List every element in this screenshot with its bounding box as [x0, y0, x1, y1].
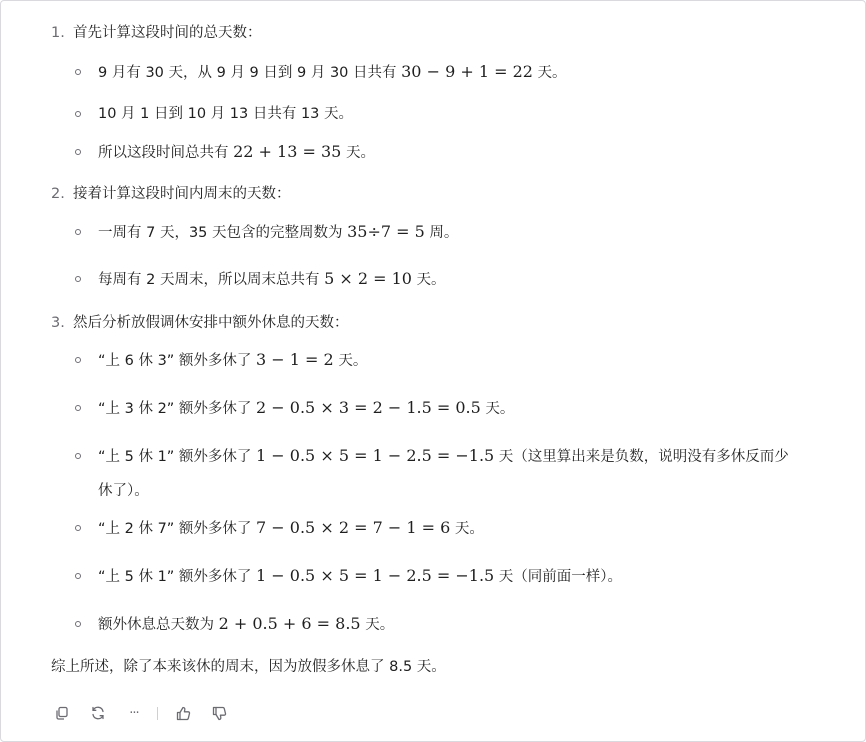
list-item: “上 5 休 1” 额外多休了 1 − 0.5 × 5 = 1 − 2.5 = −1.5 天（这里算出来是负数，说明没有多休反而少	[98, 446, 789, 465]
list-item: “上 5 休 1” 额外多休了 1 − 0.5 × 5 = 1 − 2.5 = −1.5 天（同前面一样）。	[98, 566, 623, 585]
math-formula: 30 − 9 + 1 = 22	[401, 62, 533, 81]
thumbs-down-icon[interactable]	[210, 704, 228, 722]
thumbs-up-icon[interactable]	[174, 704, 192, 722]
list-item-continuation: 休了）。	[98, 483, 149, 499]
copy-icon[interactable]	[53, 704, 71, 722]
list-item: 每周有 2 天周末，所以周末总共有 5 × 2 = 10 天。	[98, 269, 446, 288]
section-number: 1.	[51, 25, 65, 41]
bullet-icon	[75, 573, 81, 579]
section-title: 首先计算这段时间的总天数：	[73, 25, 262, 41]
list-item: 10 月 1 日到 10 月 13 日共有 13 天。	[98, 106, 354, 122]
list-item: “上 6 休 3” 额外多休了 3 − 1 = 2 天。	[98, 350, 368, 369]
list-item: 额外休息总天数为 2 + 0.5 + 6 = 8.5 天。	[98, 614, 395, 633]
math-formula: 5 × 2 = 10	[324, 269, 412, 288]
section-2-heading	[51, 184, 291, 204]
section-1-heading	[51, 23, 262, 43]
bullet-icon	[75, 69, 81, 75]
more-icon[interactable]: ···	[129, 705, 139, 721]
math-formula: 1 − 0.5 × 5 = 1 − 2.5 = −1.5	[256, 446, 495, 465]
bullet-icon	[75, 111, 81, 117]
section-number: 2.	[51, 186, 65, 202]
list-item: “上 2 休 7” 额外多休了 7 − 0.5 × 2 = 7 − 1 = 6 天。	[98, 518, 484, 537]
math-formula: 1 − 0.5 × 5 = 1 − 2.5 = −1.5	[256, 566, 495, 585]
section-3-heading	[51, 313, 349, 333]
bullet-icon	[75, 621, 81, 627]
section-number: 3.	[51, 315, 65, 331]
bullet-icon	[75, 276, 81, 282]
regenerate-icon[interactable]	[89, 704, 107, 722]
bullet-icon	[75, 405, 81, 411]
math-formula: 35÷7 = 5	[347, 222, 425, 241]
math-formula: 2 + 0.5 + 6 = 8.5	[218, 614, 361, 633]
bullet-icon	[75, 229, 81, 235]
bullet-icon	[75, 453, 81, 459]
list-item: 一周有 7 天，35 天包含的完整周数为 35÷7 = 5 周。	[98, 222, 459, 241]
math-formula: 7 − 0.5 × 2 = 7 − 1 = 6	[256, 518, 451, 537]
math-formula: 22 + 13 = 35	[233, 142, 342, 161]
bullet-icon	[75, 525, 81, 531]
conclusion-text: 综上所述，除了本来该休的周末，因为放假多休息了 8.5 天。	[51, 659, 446, 675]
bullet-icon	[75, 149, 81, 155]
bullet-icon	[75, 357, 81, 363]
section-title: 接着计算这段时间内周末的天数：	[73, 186, 291, 202]
math-formula: 3 − 1 = 2	[256, 350, 334, 369]
section-title: 然后分析放假调休安排中额外休息的天数：	[73, 315, 349, 331]
list-item: 9 月有 30 天，从 9 月 9 日到 9 月 30 日共有 30 − 9 + 1 = 22 天。	[98, 62, 567, 81]
list-item: “上 3 休 2” 额外多休了 2 − 0.5 × 3 = 2 − 1.5 = 0.5 天。	[98, 398, 515, 417]
toolbar-divider	[157, 707, 158, 720]
list-item: 所以这段时间总共有 22 + 13 = 35 天。	[98, 142, 375, 161]
math-formula: 2 − 0.5 × 3 = 2 − 1.5 = 0.5	[256, 398, 481, 417]
